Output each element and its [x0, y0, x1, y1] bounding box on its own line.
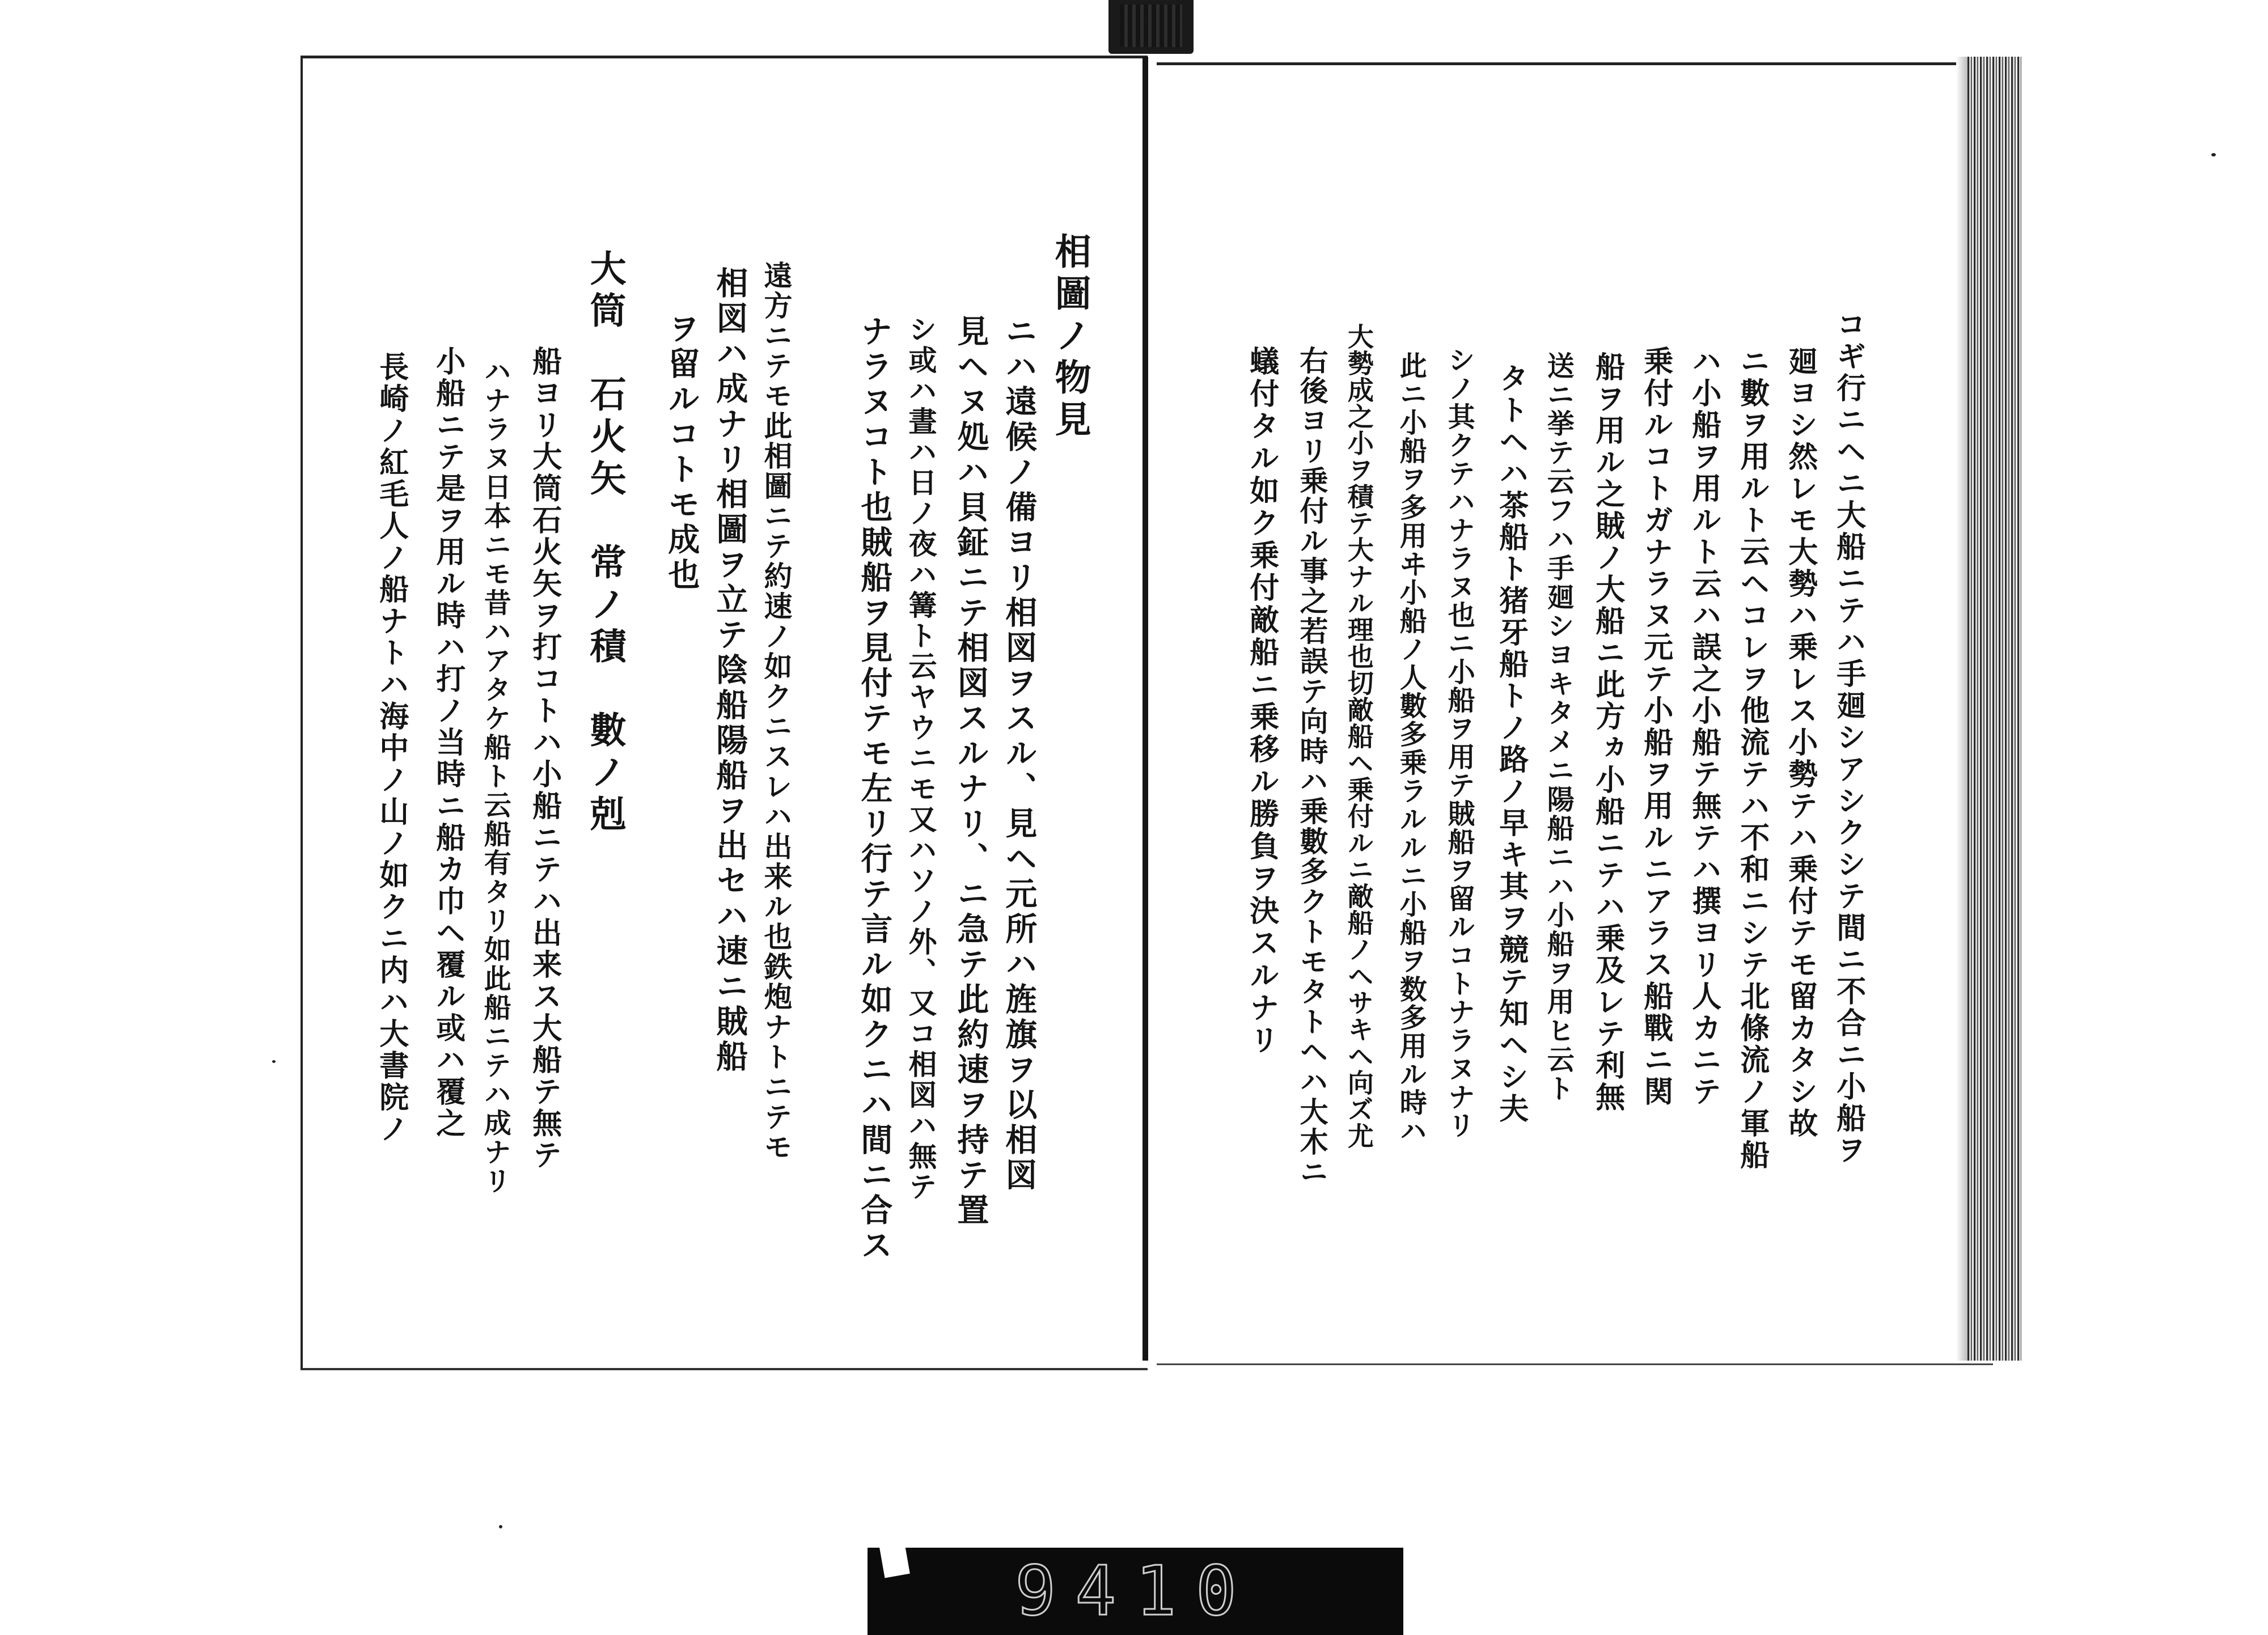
text-column: シ或ハ晝ハ日ノ夜ハ篝ト云ヤウニモ又ハソノ外、又コ相図ハ無テ [904, 315, 938, 1202]
book-gutter [1143, 57, 1148, 1361]
text-column: ニ數ヲ用ルト云ヘコレヲ他流テハ不和ニシテ北條流ノ軍船 [1734, 346, 1770, 1171]
text-column: ニハ遠候ノ備ヨリ相図ヲスル、見ヘ元所ハ旌旗ヲ以相図 [1000, 315, 1038, 1193]
text-column: 相図ハ成ナリ相圖ヲ立テ陰船陽船ヲ出セハ速ニ賊船 [711, 266, 749, 1075]
heading-soudzu-no-monomi: 相圖ノ物見 [1048, 232, 1091, 442]
text-column: 廻ヨシ然レモ大勢ハ乗レス小勢テハ乗付テモ留カタシ故 [1783, 346, 1818, 1140]
text-column: ナラヌコト也賊船ヲ見付テモ左リ行テ言ル如クニハ間ニ合ス [856, 315, 894, 1264]
text-column: 船ヨリ大筒石火矢ヲ打コトハ小船ニテハ出来ス大船テ無テ [527, 346, 562, 1171]
text-column: 船ヲ用ル之賊ノ大船ニ此方ヵ小船ニテハ乗及レテ利無 [1590, 351, 1625, 1113]
text-column: ハナラヌ日本ニモ昔ハアタケ船ト云船有タリ如此船ニテハ成ナリ [479, 357, 511, 1196]
text-column: ハ小船ヲ用ルト云ハ誤之小船テ無テハ撰ヨリ人カニテ [1686, 346, 1721, 1108]
text-column: 蟻付タル如ク乗付敵船ニ乗移ル勝負ヲ決スルナリ [1244, 346, 1279, 1057]
archive-label-plate [868, 1548, 1403, 1635]
top-binding-clip [1108, 0, 1194, 54]
text-column: 遠方ニテモ此相圖ニテ約速ノ如クニスレハ出来ル也鉄炮ナトニテモ [759, 261, 793, 1162]
page-edges [1967, 57, 2021, 1361]
text-column: 小船ニテ是ヲ用ル時ハ打ノ当時ニ船カ巾ヘ覆ル或ハ覆之 [430, 346, 466, 1140]
label-notch [879, 1540, 910, 1578]
text-column: 右後ヨリ乗付ル事之若誤テ向時ハ乗數多クトモタトヘハ大木ニ [1295, 346, 1329, 1187]
text-column: コギ行ニヘニ大船ニテハ手廻シアシクシテ間ニ不合ニ小船ヲ [1831, 309, 1866, 1166]
text-column: タトヘハ茶船ト猪牙船トノ路ノ早キ其ヲ競テ知ヘシ夫 [1493, 363, 1529, 1125]
heading-taitsutsu-ishibiya: 大筒 石火矢 常ノ積 數ノ剋 [583, 249, 627, 837]
text-column: 大勢成之小ヲ積テ大ナル理也切敵船ヘ乗付ルニ敵船ノヘサキヘ向ズ尤 [1343, 323, 1374, 1149]
text-column: 見ヘヌ処ハ貝鉦ニテ相図スルナリ、ニ急テ此約速ヲ持テ置 [952, 315, 990, 1229]
text-column: 長崎ノ紅毛人ノ船ナトハ海中ノ山ノ如クニ内ハ大書院ノ [374, 351, 409, 1145]
text-column: 乗付ルコトガナラヌ元テ小船ヲ用ルニアラス船戰ニ関 [1638, 346, 1673, 1108]
scan-speck [2211, 153, 2216, 156]
text-column: ヲ留ルコトモ成也 [663, 312, 701, 593]
right-page [1157, 62, 1993, 1365]
scan-speck [499, 1525, 502, 1528]
archive-number: 9410 [1015, 1552, 1256, 1631]
text-column: 此ニ小船ヲ多用ヰ小船ノ人數多乗ラルルニ小船ヲ数多用ル時ハ [1395, 351, 1427, 1145]
text-column: シノ其クテハナラヌ也ニ小船ヲ用テ賊船ヲ留ルコトナラヌナリ [1443, 346, 1475, 1140]
text-column: 送ニ挙テ云フハ手廻シヨキタメニ陽船ニハ小船ヲ用ヒ云ト [1542, 351, 1575, 1103]
scan-speck [272, 1060, 276, 1063]
